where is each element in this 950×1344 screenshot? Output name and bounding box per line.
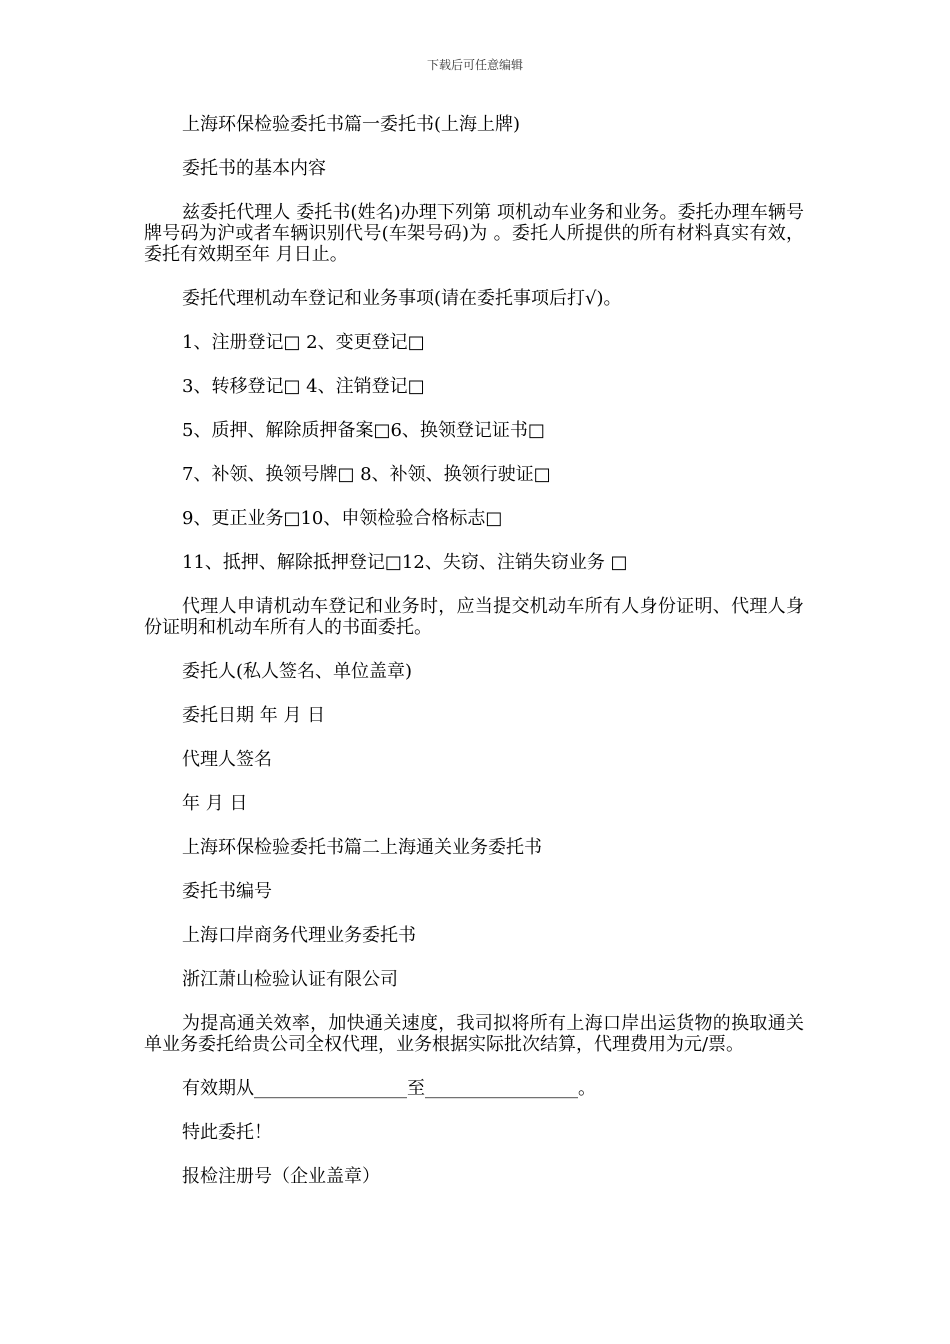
signature-line: 委托人(私人签名、单位盖章) — [182, 661, 413, 682]
section-title-2: 上海环保检验委托书篇二上海通关业务委托书 — [182, 837, 542, 858]
paragraph: 上海口岸商务代理业务委托书 — [182, 925, 416, 946]
checklist-item: 5、质押、解除质押备案□6、换领登记证书□ — [182, 420, 545, 441]
checklist-item: 7、补领、换领号牌□ 8、补领、换领行驶证□ — [182, 464, 551, 485]
paragraph: 委托书编号 — [182, 881, 272, 902]
checklist-item: 11、抵押、解除抵押登记□12、失窃、注销失窃业务 □ — [182, 552, 628, 573]
signature-line: 代理人签名 — [182, 749, 272, 770]
paragraph: 为提高通关效率，加快通关速度，我司拟将所有上海口岸出运货物的换取通关单业务委托给贵公司全权代理，业务根据实际批次结算，代理费用为元/票。 — [144, 1013, 804, 1055]
document-body — [144, 114, 804, 1210]
checklist-item: 9、更正业务□10、申领检验合格标志□ — [182, 508, 503, 529]
date-line: 年 月 日 — [182, 793, 248, 814]
paragraph: 委托代理机动车登记和业务事项(请在委托事项后打√)。 — [182, 288, 622, 309]
checklist-item: 3、转移登记□ 4、注销登记□ — [182, 376, 425, 397]
paragraph: 代理人申请机动车登记和业务时，应当提交机动车所有人身份证明、代理人身份证明和机动车所有人的书面委托。 — [144, 596, 804, 638]
validity-line: 有效期从_________________至_________________。 — [182, 1078, 596, 1099]
paragraph: 报检注册号（企业盖章） — [182, 1166, 380, 1187]
section-title-1: 上海环保检验委托书篇一委托书(上海上牌) — [182, 114, 521, 135]
paragraph: 兹委托代理人 委托书(姓名)办理下列第 项机动车业务和业务。委托办理车辆号牌号码为沪或者车辆识别代号(车架号码)为 。委托人所提供的所有材料真实有效，委托有效期至年 月日止。 — [144, 202, 804, 265]
paragraph: 浙江萧山检验认证有限公司 — [182, 969, 398, 990]
paragraph: 委托书的基本内容 — [182, 158, 326, 179]
paragraph: 特此委托！ — [182, 1122, 272, 1143]
date-line: 委托日期 年 月 日 — [182, 705, 326, 726]
page-header: 下载后可任意编辑 — [426, 58, 523, 72]
checklist-item: 1、注册登记□ 2、变更登记□ — [182, 332, 425, 353]
